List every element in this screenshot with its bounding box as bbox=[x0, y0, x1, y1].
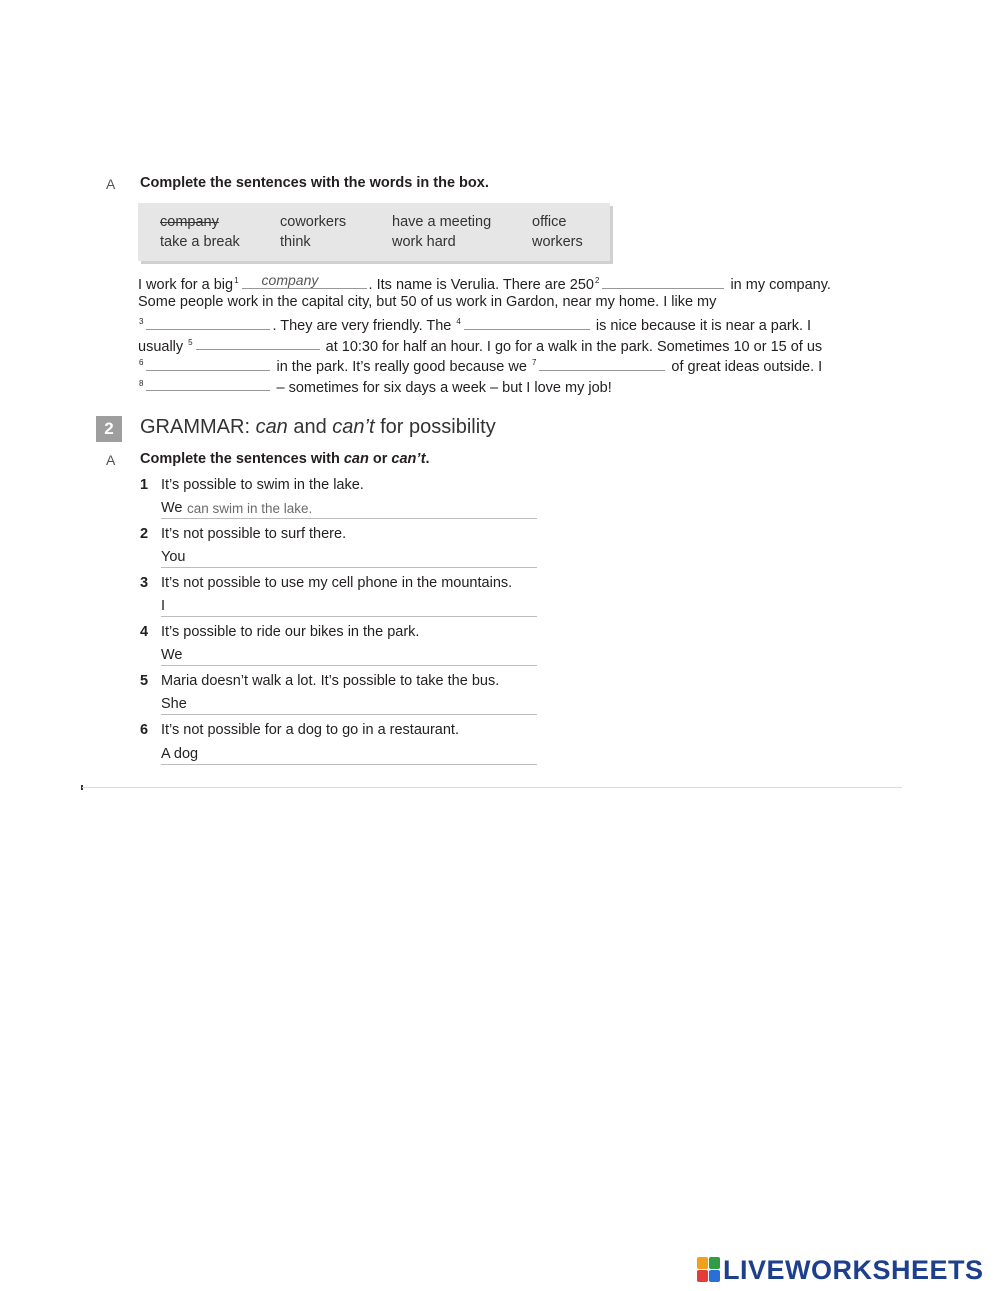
word-box-item: office bbox=[532, 214, 567, 230]
gap-number: 8 bbox=[139, 378, 144, 388]
instruction-text: . bbox=[425, 451, 430, 467]
word-box-item: work hard bbox=[392, 234, 456, 250]
gap-1-answer: company bbox=[261, 272, 319, 289]
gap-5-input[interactable] bbox=[196, 335, 320, 350]
item-1-answer-field[interactable] bbox=[161, 498, 537, 519]
gap-number: 2 bbox=[594, 276, 600, 285]
word-box bbox=[138, 203, 610, 261]
item-6-answer-field[interactable] bbox=[161, 744, 537, 765]
word-box-item: take a break bbox=[160, 234, 240, 250]
exercise-instruction: Complete the sentences with the words in the box. bbox=[140, 175, 489, 191]
paragraph-text: of great ideas outside. I bbox=[671, 358, 823, 375]
item-prompt: It’s possible to ride our bikes in the park. bbox=[161, 624, 420, 640]
gap-fill-paragraph bbox=[138, 271, 863, 396]
paragraph-text: in my company. bbox=[730, 276, 831, 293]
liveworksheets-logo bbox=[697, 1255, 984, 1285]
gap-number: 4 bbox=[456, 317, 461, 326]
item-5-answer-field[interactable] bbox=[161, 694, 537, 715]
gap-1-input[interactable] bbox=[242, 274, 367, 289]
item-subject: You bbox=[161, 549, 186, 565]
gap-number: 7 bbox=[531, 358, 537, 367]
title-text: can’t bbox=[332, 416, 375, 438]
item-subject: I bbox=[161, 598, 166, 614]
title-text: can bbox=[255, 416, 288, 438]
item-number: 2 bbox=[140, 526, 149, 542]
item-number: 4 bbox=[140, 624, 149, 640]
item-4-answer-field[interactable] bbox=[161, 645, 537, 666]
gap-3-input[interactable] bbox=[146, 315, 270, 330]
instruction-text: Complete the sentences with bbox=[140, 451, 344, 467]
paragraph-text: usually bbox=[138, 338, 184, 355]
item-number: 6 bbox=[140, 722, 149, 738]
gap-7-input[interactable] bbox=[539, 356, 665, 371]
item-prompt: Maria doesn’t walk a lot. It’s possible to take the bus. bbox=[161, 673, 500, 689]
item-subject: A dog bbox=[161, 746, 199, 762]
item-prompt: It’s possible to swim in the lake. bbox=[161, 477, 364, 493]
paragraph-text: – sometimes for six days a week – but I love my job! bbox=[276, 379, 612, 396]
word-box-item: company bbox=[160, 214, 219, 230]
item-subject: She bbox=[161, 696, 187, 712]
paragraph-text: . Its name is Verulia. There are 250 bbox=[368, 276, 594, 293]
gap-number: 3 bbox=[139, 317, 144, 326]
paragraph-text: is nice because it is near a park. I bbox=[595, 317, 812, 334]
word-box-item: workers bbox=[532, 234, 583, 250]
section-title bbox=[140, 416, 496, 439]
instruction-text: can’t bbox=[391, 451, 426, 467]
word-box-item: have a meeting bbox=[392, 214, 492, 230]
item-number: 3 bbox=[140, 575, 149, 591]
item-subject: We bbox=[161, 647, 183, 663]
logo-blocks-icon bbox=[697, 1257, 721, 1283]
item-number: 1 bbox=[140, 477, 149, 493]
exercise-letter: A bbox=[106, 176, 116, 192]
paragraph-text: I work for a big bbox=[138, 276, 234, 293]
page-divider bbox=[82, 787, 902, 788]
title-text: and bbox=[287, 416, 333, 438]
item-prompt: It’s not possible for a dog to go in a restaurant. bbox=[161, 722, 459, 738]
gap-4-input[interactable] bbox=[464, 315, 590, 330]
gap-2-input[interactable] bbox=[602, 274, 724, 289]
paragraph-text: . They are very friendly. The bbox=[272, 317, 452, 334]
gap-number: 1 bbox=[234, 276, 239, 285]
item-prompt: It’s not possible to surf there. bbox=[161, 526, 347, 542]
item-3-answer-field[interactable] bbox=[161, 596, 537, 617]
gap-8-input[interactable] bbox=[146, 376, 270, 391]
item-prompt: It’s not possible to use my cell phone in the mountains. bbox=[161, 575, 513, 591]
instruction-text: can bbox=[343, 451, 369, 467]
paragraph-text: at 10:30 for half an hour. I go for a walk in the park. Sometimes 10 or 15 of us bbox=[325, 338, 823, 355]
word-box-item: think bbox=[280, 234, 311, 250]
section-number-badge: 2 bbox=[96, 416, 122, 442]
logo-text: LIVEWORKSHEETS bbox=[723, 1254, 984, 1285]
item-2-answer-field[interactable] bbox=[161, 547, 537, 568]
exercise-instruction bbox=[140, 451, 430, 467]
gap-6-input[interactable] bbox=[146, 356, 270, 371]
gap-number: 5 bbox=[188, 337, 193, 347]
instruction-text: or bbox=[368, 451, 392, 467]
title-text: for possibility bbox=[374, 416, 496, 438]
paragraph-text: in the park. It’s really good because we bbox=[276, 358, 527, 375]
word-box-item: coworkers bbox=[280, 214, 347, 230]
item-number: 5 bbox=[140, 673, 149, 689]
paragraph-text: Some people work in the capital city, but 50 of us work in Gardon, near my home. I like my bbox=[138, 293, 717, 310]
exercise-letter: A bbox=[106, 452, 116, 468]
title-text: GRAMMAR: bbox=[140, 416, 256, 438]
item-answer: can swim in the lake. bbox=[187, 501, 313, 516]
item-subject: We bbox=[161, 500, 183, 516]
gap-number: 6 bbox=[139, 358, 144, 367]
